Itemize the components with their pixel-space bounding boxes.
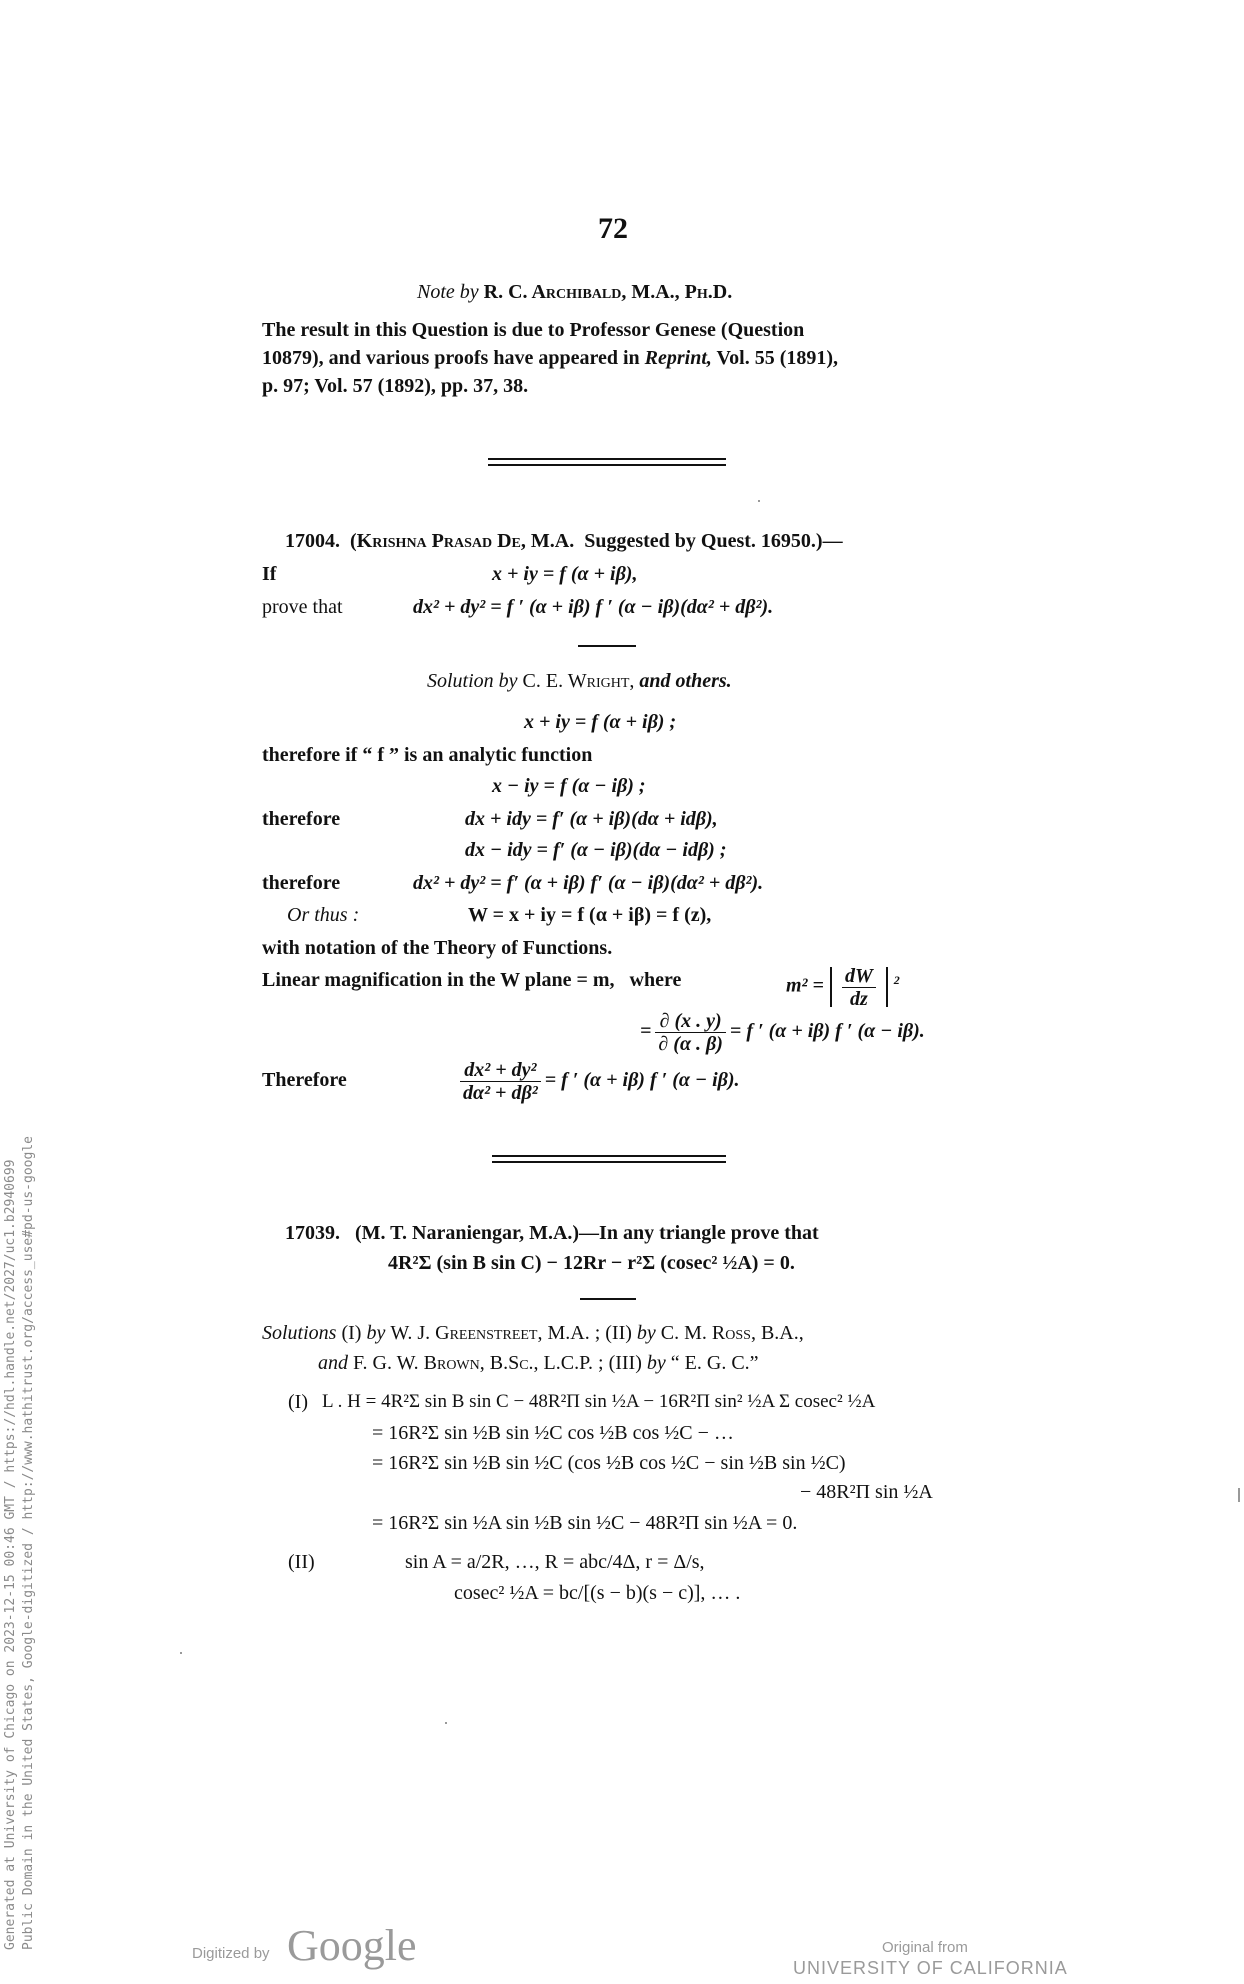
digitized-by-label: Digitized by [192,1945,270,1962]
question-number: 17004. [285,530,340,552]
abs-bar-left [830,967,832,1007]
solution-author: C. E. Wright, [522,670,635,692]
square-exponent: 2 [893,973,900,987]
solution-1-line-4: − 48R²Π sin ½A [800,1481,933,1503]
jacobian-denominator: ∂ (α . β) [658,1032,723,1055]
solutions-heading-line-1 [262,1320,804,1346]
watermark-line-2: Public Domain in the United States, Google-digitized / http://www.hathitrust.org/access_use#pd-us-google [21,1136,36,1950]
question-17004-header [285,528,843,554]
abs-bar-right [886,967,888,1007]
therefore-label-2: therefore [262,872,341,894]
note-body-line-3: p. 97; Vol. 57 (1892), pp. 37, 38. [262,375,529,397]
if-equation: x + iy = f (α + iβ), [492,563,638,585]
solver-2: C. M. Ross, B.A., [660,1322,804,1344]
where-label: where [629,969,682,991]
solution-1-line-1: L . H = 4R²Σ sin B sin C − 48R²Π sin ½A − 16R²Π sin² ½A Σ cosec² ½A [322,1391,876,1412]
dw-numerator: dW [842,965,876,988]
institution-label: UNIVERSITY OF CALIFORNIA [793,1958,1068,1978]
question-17039-header [285,1220,819,1246]
question-17039-author: (M. T. Naraniengar, M.A.)—In any triangle prove that [355,1222,819,1244]
solution-heading [427,668,732,694]
note-heading-prefix: Note by [417,281,479,303]
solution-2-line-1: sin A = a/2R, …, R = abc/4Δ, r = Δ/s, [405,1551,705,1573]
by-label-1: by [366,1322,386,1344]
note-body-line-2 [262,345,838,371]
prove-label: prove that [262,596,343,618]
prove-equation: dx² + dy² = f ′ (α + iβ) f ′ (α − iβ)(dα² + dβ²). [413,596,774,618]
watermark-line-1: Generated at University of Chicago on 2023-12-15 00:46 GMT / https://hdl.handle.net/2027/uc1.b2940699 [3,1159,18,1950]
solution-1-line-2: = 16R²Σ sin ½B sin ½C cos ½B cos ½C − … [372,1422,734,1444]
jacobian-fraction [655,1010,726,1055]
question-suggested: Suggested by Quest. 16950.)— [584,530,843,552]
side-watermark [2,1136,38,1950]
analytic-line: therefore if “ f ” is an analytic function [262,744,593,766]
final-suffix: = f ′ (α + iβ) f ′ (α − iβ). [544,1069,740,1091]
jacobian-prefix: = [640,1020,652,1042]
solution-1-label: (I) [288,1391,308,1413]
solutions-label: Solutions [262,1322,337,1344]
short-divider [578,645,636,647]
note-body-line-2a: 10879), and various proofs have appeared in [262,347,640,369]
or-thus-label: Or thus : [287,904,360,926]
m-squared: m² = [786,974,824,997]
section-divider-2-top [492,1155,726,1157]
solution-eq-2: x − iy = f (α − iβ) ; [492,775,646,797]
solution-eq-6: W = x + iy = f (α + iβ) = f (z), [468,904,712,926]
scan-speck [1238,1488,1240,1502]
solution-1-line-5: = 16R²Σ sin ½A sin ½B sin ½C − 48R²Π sin ½A = 0. [372,1512,798,1534]
section-divider-bottom [488,464,726,466]
therefore-label-3: Therefore [262,1069,347,1091]
if-label: If [262,563,277,585]
note-heading-author: R. C. Archibald, M.A., Ph.D. [483,281,733,303]
by-label-3: by [646,1352,666,1374]
page-number: 72 [598,212,628,245]
final-fraction [460,1059,541,1104]
linear-magnification-text: Linear magnification in the W plane = m, [262,969,615,991]
section-divider-top [488,458,726,460]
solver-1: W. J. Greenstreet, M.A. ; (II) [390,1322,632,1344]
magnification-formula [786,958,900,1010]
note-heading [417,279,732,305]
jacobian-equation [640,1006,925,1056]
question-17039-statement: 4R²Σ (sin B sin C) − 12Rr − r²Σ (cosec² ½A) = 0. [388,1252,795,1274]
solver-3: F. G. W. Brown, B.Sc., L.C.P. ; (III) [353,1352,642,1374]
note-body-line-2b: Vol. 55 (1891), [716,347,839,369]
section-divider-2-bottom [492,1161,726,1163]
notation-line: with notation of the Theory of Functions. [262,937,613,959]
scan-speck [445,1722,447,1724]
jacobian-suffix: = f ′ (α + iβ) f ′ (α − iβ). [729,1020,925,1042]
by-label-2: by [636,1322,656,1344]
solution-2-label: (II) [288,1551,315,1573]
solutions-roman-1: (I) [341,1322,362,1344]
dw-dz-fraction [842,965,876,1010]
solutions-heading-line-2 [318,1350,759,1376]
scan-speck [180,1652,182,1654]
final-denominator: dα² + dβ² [463,1081,538,1104]
solution-2-line-2: cosec² ½A = bc/[(s − b)(s − c)], … . [454,1582,741,1604]
solution-eq-5: dx² + dy² = f′ (α + iβ) f′ (α − iβ)(dα² + dβ²). [413,872,764,894]
original-from-label: Original from [882,1939,968,1956]
solution-eq-1: x + iy = f (α + iβ) ; [524,711,677,733]
google-logo: Google [287,1921,417,1970]
note-body-reference: Reprint, [644,347,712,369]
dz-denominator: dz [849,987,868,1010]
final-equation [456,1055,740,1105]
final-numerator: dx² + dy² [460,1059,541,1082]
linear-magnification-line [262,967,681,993]
question-author: (Krishna Prasad De, M.A. [350,530,575,552]
solution-eq-4: dx − idy = f′ (α − iβ)(dα − idβ) ; [465,839,727,861]
short-divider-2 [580,1298,636,1300]
scan-speck [758,500,760,502]
solution-eq-3: dx + idy = f′ (α + iβ)(dα + idβ), [465,808,718,830]
and-label: and [318,1352,348,1374]
solver-4: “ E. G. C.” [670,1352,759,1374]
note-body-line-1: The result in this Question is due to Professor Genese (Question [262,319,805,341]
solution-prefix: Solution by [427,670,518,692]
solution-suffix: and others. [639,670,732,692]
therefore-label-1: therefore [262,808,341,830]
question-number-17039: 17039. [285,1222,340,1244]
jacobian-numerator: ∂ (x . y) [655,1010,726,1033]
solution-1-line-3: = 16R²Σ sin ½B sin ½C (cos ½B cos ½C − sin ½B sin ½C) [372,1452,846,1474]
